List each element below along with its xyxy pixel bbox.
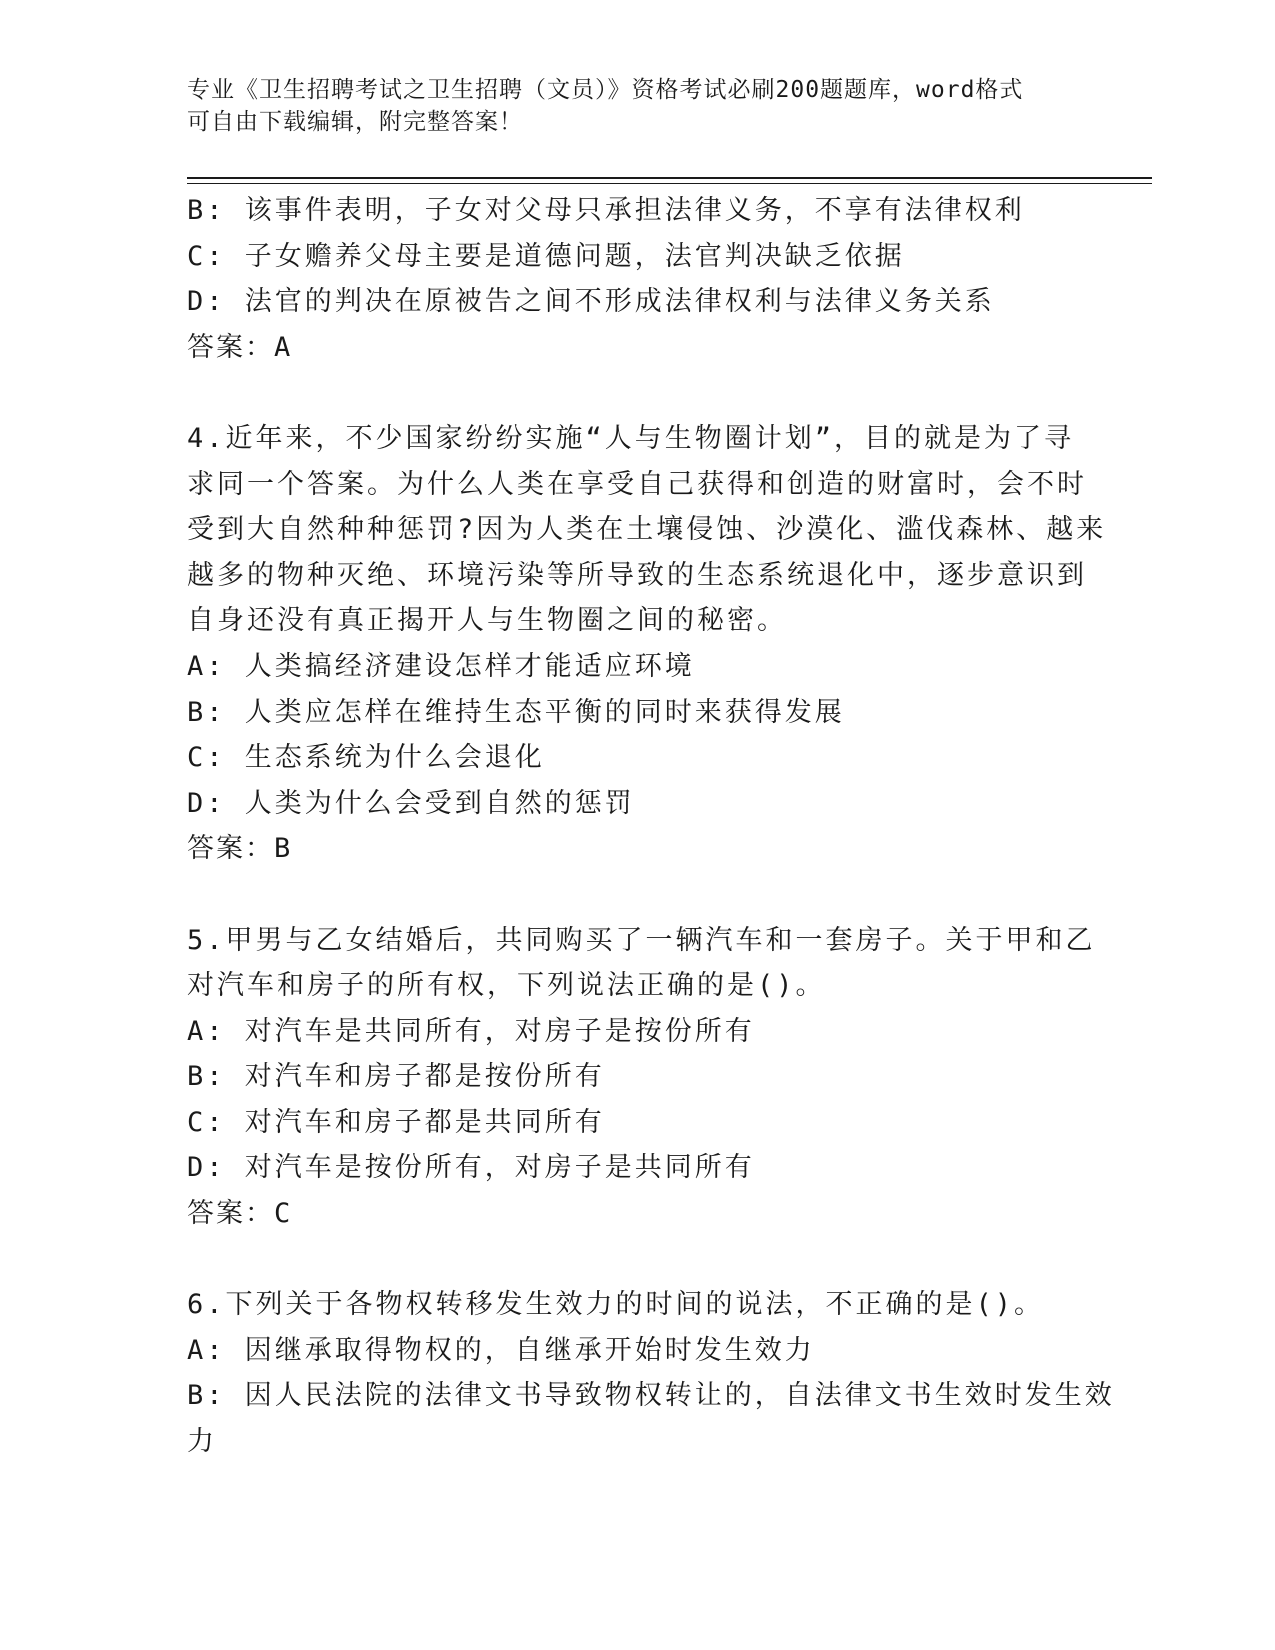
q3-option-b: B: 该事件表明，子女对父母只承担法律义务，不享有法律权利 xyxy=(187,195,1025,226)
header-line-2: 可自由下载编辑，附完整答案！ xyxy=(187,109,523,135)
q6-option-a: A: 因继承取得物权的，自继承开始时发生效力 xyxy=(187,1334,815,1366)
q4-stem-line: 越多的物种灭绝、环境污染等所导致的生态系统退化中，逐步意识到 xyxy=(187,559,1087,591)
q5-option-c: C: 对汽车和房子都是共同所有 xyxy=(187,1106,605,1138)
q6-stem: 6.下列关于各物权转移发生效力的时间的说法，不正确的是()。 xyxy=(187,1289,1045,1321)
spacer xyxy=(187,370,1087,416)
question-4 xyxy=(187,416,1107,872)
spacer xyxy=(187,872,1087,918)
q5-answer: 答案：C xyxy=(187,1198,293,1230)
q3-answer: 答案：A xyxy=(187,331,293,363)
q5-option-d: D: 对汽车是按份所有，对房子是共同所有 xyxy=(187,1152,755,1184)
q3-option-c: C: 子女赡养父母主要是道德问题，法官判决缺乏依据 xyxy=(187,240,905,272)
q6-option-b: B: 因人民法院的法律文书导致物权转让的，自法律文书生效时发生效 xyxy=(187,1380,1115,1412)
question-5 xyxy=(187,918,1096,1237)
q6-option-b-continued: 力 xyxy=(187,1426,217,1458)
q3-option-d: D: 法官的判决在原被告之间不形成法律权利与法律义务关系 xyxy=(187,286,995,318)
question-6 xyxy=(187,1282,1115,1464)
header-rule-thin xyxy=(187,183,1152,184)
q5-stem-line: 对汽车和房子的所有权，下列说法正确的是()。 xyxy=(187,970,826,1002)
q5-stem-line: 5.甲男与乙女结婚后，共同购买了一辆汽车和一套房子。关于甲和乙 xyxy=(187,924,1096,956)
q4-option-d: D: 人类为什么会受到自然的惩罚 xyxy=(187,787,635,819)
q4-stem-line: 自身还没有真正揭开人与生物圈之间的秘密。 xyxy=(187,605,787,637)
q4-option-b: B: 人类应怎样在维持生态平衡的同时来获得发展 xyxy=(187,696,845,728)
q4-stem-line: 求同一个答案。为什么人类在享受自己获得和创造的财富时，会不时 xyxy=(187,468,1087,500)
q4-stem-line: 4.近年来，不少国家纷纷实施“人与生物圈计划”，目的就是为了寻 xyxy=(187,422,1075,454)
question-3 xyxy=(187,188,1087,370)
spacer xyxy=(187,1237,1087,1283)
header-rule-thick xyxy=(187,177,1152,179)
q4-option-a: A: 人类搞经济建设怎样才能适应环境 xyxy=(187,650,695,682)
q5-option-a: A: 对汽车是共同所有，对房子是按份所有 xyxy=(187,1015,755,1047)
q4-stem-line: 受到大自然种种惩罚?因为人类在土壤侵蚀、沙漠化、滥伐森林、越来 xyxy=(187,514,1107,546)
header-line-1: 专业《卫生招聘考试之卫生招聘（文员）》资格考试必刷200题题库，word格式 xyxy=(187,77,1024,103)
document-body xyxy=(187,188,1115,1465)
q5-option-b: B: 对汽车和房子都是按份所有 xyxy=(187,1061,605,1093)
document-header xyxy=(187,74,1087,138)
q4-answer: 答案：B xyxy=(187,833,293,865)
q4-option-c: C: 生态系统为什么会退化 xyxy=(187,742,545,774)
